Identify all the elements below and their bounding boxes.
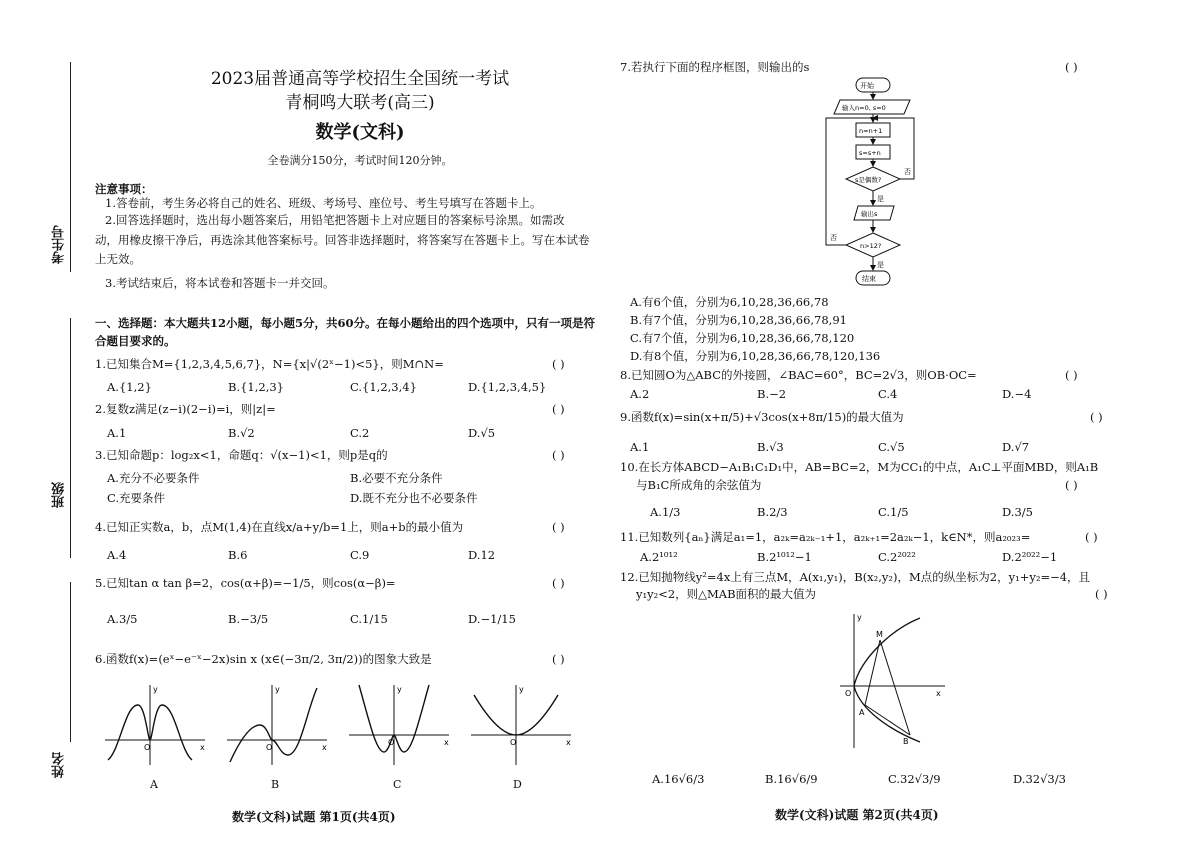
- option-d: D.−1/15: [468, 612, 516, 626]
- option-c: C.1/15: [350, 612, 388, 626]
- svg-text:O: O: [388, 738, 395, 747]
- section-heading-2: 合题目要求的。: [95, 334, 176, 348]
- q6-label-d: D: [513, 778, 522, 791]
- question-10-stem-2: 与B₁C所成角的余弦值为: [636, 478, 762, 492]
- subject-title: 数学(文科): [315, 122, 405, 143]
- question-4-stem: 4.已知正实数a，b，点M(1,4)在直线x/a+y/b=1上，则a+b的最小值为: [95, 520, 464, 534]
- question-12-stem-2: y₁y₂<2，则△MAB面积的最大值为: [636, 587, 817, 601]
- option-c: C.√5: [878, 440, 905, 454]
- option-c: C.2²⁰²²: [878, 550, 916, 564]
- svg-text:x: x: [200, 743, 205, 752]
- q6-graph-a: [100, 680, 210, 770]
- answer-paren: ( ): [1095, 587, 1108, 601]
- option-a: A.{1,2}: [107, 380, 152, 394]
- option-c: C.1/5: [878, 505, 909, 519]
- option-c: C.32√3/9: [888, 772, 941, 786]
- answer-paren: ( ): [1065, 60, 1078, 74]
- option-b: B.{1,2,3}: [228, 380, 285, 394]
- question-1-stem: 1.已知集合M={1,2,3,4,5,6,7}，N={x|√(2ˣ−1)<5}，则M∩N=: [95, 357, 444, 371]
- svg-text:x: x: [444, 738, 449, 747]
- flow-cond2-text: n>12?: [860, 242, 882, 250]
- flowchart: [818, 74, 928, 294]
- option-b: B.√3: [757, 440, 784, 454]
- option-d: D.既不充分也不必要条件: [350, 491, 478, 505]
- svg-text:y: y: [857, 613, 862, 622]
- option-d: D.有8个值，分别为6,10,28,36,66,78,120,136: [630, 349, 881, 363]
- option-a: A.2: [630, 387, 650, 401]
- svg-text:y: y: [275, 685, 280, 694]
- flow-cond1-text: s是偶数?: [855, 176, 882, 184]
- option-a: A.3/5: [107, 612, 138, 626]
- q6-label-c: C: [393, 778, 402, 791]
- option-b: B.有7个值，分别为6,10,28,36,66,78,91: [630, 313, 847, 327]
- answer-paren: ( ): [552, 576, 565, 590]
- option-c: C.4: [878, 387, 898, 401]
- question-12-stem-1: 12.已知抛物线y²=4x上有三点M，A(x₁,y₁)，B(x₂,y₂)，M点的纵坐标为2，y₁+y₂=−4，且: [620, 570, 1091, 584]
- flow-input-text: 输入n=0, s=0: [842, 104, 886, 112]
- question-11-stem: 11.已知数列{aₙ}满足a₁=1，a₂ₖ=a₂ₖ₋₁+1，a₂ₖ₊₁=2a₂ₖ−1，k∈N*，则a₂₀₂₃=: [620, 530, 1031, 544]
- flow-output-text: 输出s: [861, 210, 878, 218]
- svg-text:x: x: [322, 743, 327, 752]
- option-b: B.必要不充分条件: [350, 471, 443, 485]
- option-d: D.√7: [1002, 440, 1030, 454]
- q12-parabola-figure: [840, 610, 950, 750]
- option-b: B.2¹⁰¹²−1: [757, 550, 812, 564]
- svg-text:y: y: [397, 685, 402, 694]
- option-d: D.2²⁰²²−1: [1002, 550, 1058, 564]
- answer-paren: ( ): [1085, 530, 1098, 544]
- question-2-stem: 2.复数z满足(z−i)(2−i)=i，则|z|=: [95, 402, 276, 416]
- svg-text:M: M: [876, 630, 883, 639]
- option-c: C.{1,2,3,4}: [350, 380, 417, 394]
- option-a: A.16√6/3: [652, 772, 705, 786]
- option-a: A.充分不必要条件: [107, 471, 200, 485]
- q6-graph-b: [222, 680, 332, 770]
- note-2a: 2.回答选择题时，选出每小题答案后，用铅笔把答题卡上对应题目的答案标号涂黑。如需改: [105, 213, 565, 227]
- question-3-stem: 3.已知命题p：log₂x<1，命题q：√(x−1)<1，则p是q的: [95, 448, 388, 462]
- option-b: B.√2: [228, 426, 255, 440]
- binding-line-bottom: [70, 582, 71, 742]
- svg-text:y: y: [519, 685, 524, 694]
- option-b: B.−2: [757, 387, 787, 401]
- svg-text:x: x: [566, 738, 571, 747]
- option-d: D.3/5: [1002, 505, 1033, 519]
- note-3: 3.考试结束后，将本试卷和答题卡一并交回。: [105, 276, 335, 290]
- option-b: B.16√6/9: [765, 772, 818, 786]
- answer-paren: ( ): [552, 448, 565, 462]
- question-8-stem: 8.已知圆O为△ABC的外接圆，∠BAC=60°，BC=2√3，则OB·OC=: [620, 368, 977, 382]
- option-b: B.−3/5: [228, 612, 269, 626]
- answer-paren: ( ): [552, 520, 565, 534]
- option-a: A.1: [630, 440, 650, 454]
- option-b: B.2/3: [757, 505, 788, 519]
- svg-text:O: O: [266, 743, 273, 752]
- note-2b: 动，用橡皮擦干净后，再选涂其他答案标号。回答非选择题时，将答案写在答题卡上。写在本试卷: [95, 233, 590, 247]
- flow-yes-2: 是: [877, 261, 884, 269]
- exam-title: 2023届普通高等学校招生全国统一考试: [210, 69, 510, 89]
- answer-paren: ( ): [1065, 368, 1078, 382]
- q6-label-a: A: [150, 778, 158, 791]
- question-6-stem: 6.函数f(x)=(eˣ−e⁻ˣ−2x)sin x (x∈(−3π/2, 3π/2))的图象大致是: [95, 652, 432, 666]
- q6-graph-c: [344, 680, 454, 770]
- name-label: 姓名: [52, 752, 67, 778]
- flow-no-2: 否: [830, 234, 837, 242]
- option-c: C.充要条件: [107, 491, 166, 505]
- footer-page-1: 数学(文科)试题 第1页(共4页): [232, 810, 396, 824]
- answer-paren: ( ): [1065, 478, 1078, 492]
- flow-no-1: 否: [904, 168, 911, 176]
- option-b: B.6: [228, 548, 248, 562]
- flow-end-text: 结束: [862, 275, 876, 283]
- class-label: 班级: [52, 482, 67, 508]
- binding-line-mid: [70, 318, 71, 558]
- notes-heading: 注意事项：: [95, 182, 153, 196]
- flow-yes-1: 是: [877, 195, 884, 203]
- option-a: A.4: [107, 548, 127, 562]
- section-heading-1: 一、选择题：本大题共12小题，每小题5分，共60分。在每小题给出的四个选项中，只有一项是符: [95, 316, 596, 330]
- exam-number-label: 考生号: [52, 225, 67, 264]
- footer-page-2: 数学(文科)试题 第2页(共4页): [775, 808, 939, 822]
- option-d: D.{1,2,3,4,5}: [468, 380, 547, 394]
- note-2c: 上无效。: [95, 252, 141, 266]
- flow-start-text: 开始: [860, 82, 874, 90]
- question-10-stem-1: 10.在长方体ABCD−A₁B₁C₁D₁中，AB=BC=2，M为CC₁的中点，A₁C⊥平面MBD，则A₁B: [620, 460, 1099, 474]
- answer-paren: ( ): [552, 652, 565, 666]
- option-d: D.−4: [1002, 387, 1032, 401]
- svg-text:y: y: [153, 685, 158, 694]
- option-c: C.9: [350, 548, 370, 562]
- option-d: D.12: [468, 548, 496, 562]
- question-5-stem: 5.已知tan α tan β=2，cos(α+β)=−1/5，则cos(α−β)=: [95, 576, 396, 590]
- note-1: 1.答卷前，考生务必将自己的姓名、班级、考场号、座位号、考生号填写在答题卡上。: [105, 196, 542, 210]
- option-a: A.有6个值，分别为6,10,28,36,66,78: [630, 295, 829, 309]
- svg-text:O: O: [144, 743, 151, 752]
- q6-label-b: B: [271, 778, 280, 791]
- svg-text:O: O: [510, 738, 517, 747]
- svg-text:x: x: [936, 689, 941, 698]
- option-a: A.1: [107, 426, 127, 440]
- question-9-stem: 9.函数f(x)=sin(x+π/5)+√3cos(x+8π/15)的最大值为: [620, 410, 904, 424]
- q6-graph-d: [466, 680, 576, 770]
- flow-step2-text: s=s+n: [859, 149, 881, 157]
- option-a: A.1/3: [650, 505, 681, 519]
- svg-text:B: B: [903, 737, 909, 746]
- exam-subtitle: 青桐鸣大联考(高三): [285, 93, 435, 113]
- question-7-stem: 7.若执行下面的程序框图，则输出的s: [620, 60, 810, 74]
- svg-text:A: A: [859, 708, 865, 717]
- answer-paren: ( ): [552, 357, 565, 371]
- answer-paren: ( ): [552, 402, 565, 416]
- option-a: A.2¹⁰¹²: [640, 550, 678, 564]
- flow-step1-text: n=n+1: [859, 127, 883, 135]
- option-d: D.32√3/3: [1013, 772, 1066, 786]
- binding-line-top: [70, 62, 71, 272]
- svg-text:O: O: [845, 689, 852, 698]
- option-d: D.√5: [468, 426, 496, 440]
- option-c: C.2: [350, 426, 370, 440]
- option-c: C.有7个值，分别为6,10,28,36,66,78,120: [630, 331, 855, 345]
- score-time: 全卷满分150分，考试时间120分钟。: [267, 154, 453, 167]
- answer-paren: ( ): [1090, 410, 1103, 424]
